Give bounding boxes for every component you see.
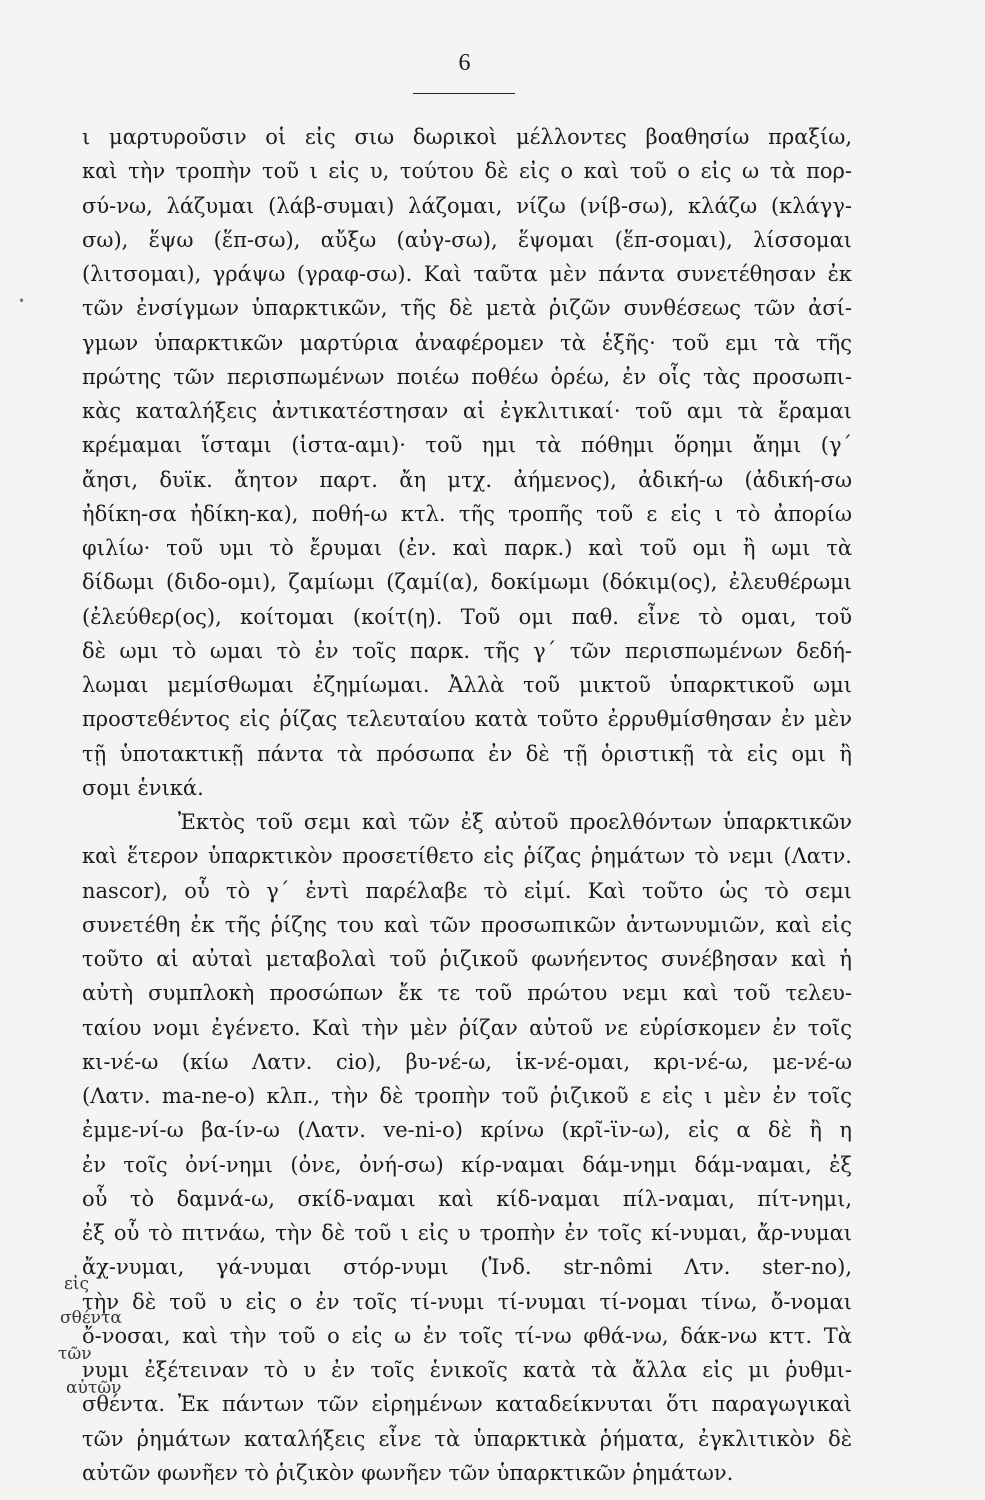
text-line: κι-νέ-ω (κίω Λατν. cio), βυ-νέ-ω, ἱκ-νέ-ομαι, κρι-νέ-ω, με-νέ-ω — [82, 1049, 852, 1074]
text-line: κρέμαμαι ἵσταμι (ἱστα-αμι)· τοῦ ημι τὰ πόθημι ὅρημι ἄημι (γ΄ — [82, 433, 852, 458]
text-line: νυμι ἐξέτειναν τὸ υ ἐν τοῖς ἑνικοῖς κατὰ τὰ ἄλλα εἰς μι ῥυθμι- — [82, 1358, 852, 1382]
text-line: λωμαι μεμίσθωμαι ἐζημίωμαι. Ἀλλὰ τοῦ μικτοῦ ὑπαρκτικοῦ ωμι — [82, 673, 852, 697]
paragraph-first-line: Ἐκτὸς τοῦ σεμι καὶ τῶν ἐξ αὐτοῦ προελθόντων ὑπαρκτικῶν — [178, 810, 852, 834]
text-line: ὄ-νοσαι, καὶ τὴν τοῦ ο εἰς ω ἐν τοῖς τί-νω φθά-νω, δάκ-νω κττ. Τὰ — [82, 1323, 852, 1348]
text-line: προστεθέντος εἰς ῥίζας τελευταίου κατὰ τοῦτο ἐρρυθμίσθησαν ἐν μὲν — [82, 707, 852, 732]
text-line: δίδωμι (διδο-ομι), ζαμίωμι (ζαμί(α), δοκίμωμι (δόκιμ(ος), ἐλευθέρωμι — [82, 570, 852, 595]
text-line: αὐτῶν φωνῆεν τὸ ῥιζικὸν φωνῆεν τῶν ὑπαρκτικῶν ῥημάτων. — [82, 1460, 734, 1485]
text-line: ἠδίκη-σα ἠδίκη-κα), ποθή-ω κτλ. τῆς τροπῆς τοῦ ε εἰς ι τὸ ἀπορίω — [82, 501, 852, 526]
paper-speck: • — [18, 294, 26, 308]
body-text — [82, 120, 852, 1490]
text-line: τῇ ὑποτακτικῇ πάντα τὰ πρόσωπα ἐν δὲ τῇ ὁριστικῇ τὰ εἰς ομι ἢ — [82, 741, 852, 766]
text-line: αὐτὴ συμπλοκὴ προσώπων ἔκ τε τοῦ πρώτου νεμι καὶ τοῦ τελευ- — [82, 981, 852, 1006]
text-line: σύ-νω, λάζυμαι (λάβ-συμαι) λάζομαι, νίζω (νίβ-σω), κλάζω (κλάγγ- — [82, 193, 852, 218]
text-line: (Λατν. ma-ne-o) κλπ., τὴν δὲ τροπὴν τοῦ ῥιζικοῦ ε εἰς ι μὲν ἐν τοῖς — [82, 1084, 852, 1108]
text-line: συνετέθη ἐκ τῆς ῥίζης του καὶ τῶν προσωπικῶν ἀντωνυμιῶν, καὶ εἰς — [82, 912, 852, 937]
text-line: καὶ ἕτερον ὑπαρκτικὸν προσετίθετο εἰς ῥίζας ῥημάτων τὸ νεμι (Λατν. — [82, 844, 852, 869]
text-line: ι μαρτυροῦσιν οἱ εἰς σιω δωρικοὶ μέλλοντες βοαθησίω πραξίω, — [82, 125, 852, 149]
text-line: τὴν δὲ τοῦ υ εἰς ο ἐν τοῖς τί-νυμι τί-νυμαι τί-νομαι τίνω, ὄ-νομαι — [82, 1289, 852, 1314]
text-line: ἐξ οὗ τὸ πιτνάω, τὴν δὲ τοῦ ι εἰς υ τροπὴν ἐν τοῖς κί-νυμαι, ἄρ-νυμαι — [82, 1221, 852, 1245]
text-line: τῶν ῥημάτων καταλήξεις εἶνε τὰ ὑπαρκτικὰ ῥήματα, ἐγκλιτικὸν δὲ — [82, 1426, 852, 1451]
text-line: σομι ἑνικά. — [82, 775, 204, 800]
text-line: φιλίω· τοῦ υμι τὸ ἔρυμαι (ἐν. καὶ παρκ.) καὶ τοῦ ομι ἢ ωμι τὰ — [82, 536, 852, 560]
text-line: καὶ τὴν τροπὴν τοῦ ι εἰς υ, τούτου δὲ εἰς ο καὶ τοῦ ο εἰς ω τὰ πορ- — [82, 159, 852, 184]
text-line: ἄχ-νυμαι, γά-νυμαι στόρ-νυμι (Ἰνδ. str-nômi Λτν. ster-no), — [82, 1255, 852, 1280]
margin-note: αὐτῶν — [66, 1378, 122, 1398]
text-line: σω), ἕψω (ἕπ-σω), αὔξω (αὐγ-σω), ἕψομαι (ἕπ-σομαι), λίσσομαι — [82, 227, 852, 252]
text-line: σθέντα. Ἐκ πάντων τῶν εἰρημένων καταδείκνυται ὅτι παραγωγικαὶ — [82, 1392, 852, 1417]
text-line: (λιτσομαι), γράψω (γραφ-σω). Καὶ ταῦτα μὲν πάντα συνετέθησαν ἐκ — [82, 262, 852, 286]
text-line: τοῦτο αἱ αὐταὶ μεταβολαὶ τοῦ ῥιζικοῦ φωνήεντος συνέβησαν καὶ ἡ — [82, 947, 852, 971]
text-line: ἄησι, δυϊκ. ἄητον παρτ. ἄη μτχ. ἀήμενος), ἀδική-ω (ἀδική-σω — [82, 467, 852, 492]
text-line: δὲ ωμι τὸ ωμαι τὸ ἐν τοῖς παρκ. τῆς γ΄ τῶν περισπωμένων δεδή- — [82, 638, 852, 663]
text-line: κὰς καταλήξεις ἀντικατέστησαν αἱ ἐγκλιτικαί· τοῦ αμι τὰ ἔραμαι — [82, 399, 852, 423]
margin-note: σθέντα — [60, 1308, 122, 1328]
text-line: ἐμμε-νί-ω βα-ίν-ω (Λατν. ve-ni-o) κρίνω (κρῖ-ϊν-ω), εἰς α δὲ ἢ η — [82, 1118, 852, 1143]
text-line: πρώτης τῶν περισπωμένων ποιέω ποθέω ὁρέω, ἐν οἷς τὰς προσωπι- — [82, 364, 852, 389]
text-line: γμων ὑπαρκτικῶν μαρτύρια ἀναφέρομεν τὰ ἑξῆς· τοῦ εμι τὰ τῆς — [82, 330, 852, 355]
text-line: (ἐλεύθερ(ος), κοίτομαι (κοίτ(η). Τοῦ ομι παθ. εἶνε τὸ ομαι, τοῦ — [82, 604, 852, 629]
margin-note: εἰς — [64, 1274, 89, 1294]
text-line: τῶν ἐνσίγμων ὑπαρκτικῶν, τῆς δὲ μετὰ ῥιζῶν συνθέσεως τῶν ἀσί- — [82, 296, 852, 321]
text-line: οὗ τὸ δαμνά-ω, σκίδ-ναμαι καὶ κίδ-ναμαι πίλ-ναμαι, πίτ-νημι, — [82, 1186, 852, 1211]
margin-note: τῶν — [58, 1344, 92, 1364]
page-number: 6 — [458, 50, 472, 76]
text-line: ἐν τοῖς ὀνί-νημι (ὀνε, ὀνή-σω) κίρ-ναμαι δάμ-νημι δάμ-ναμαι, ἐξ — [82, 1152, 852, 1177]
text-line: nascor), οὗ τὸ γ΄ ἐντὶ παρέλαβε τὸ εἰμί. Καὶ τοῦτο ὡς τὸ σεμι — [82, 878, 852, 903]
page-number-rule — [413, 93, 515, 94]
text-line: ταίου νομι ἐγένετο. Καὶ τὴν μὲν ῥίζαν αὐτοῦ νε εὑρίσκομεν ἐν τοῖς — [82, 1015, 852, 1040]
